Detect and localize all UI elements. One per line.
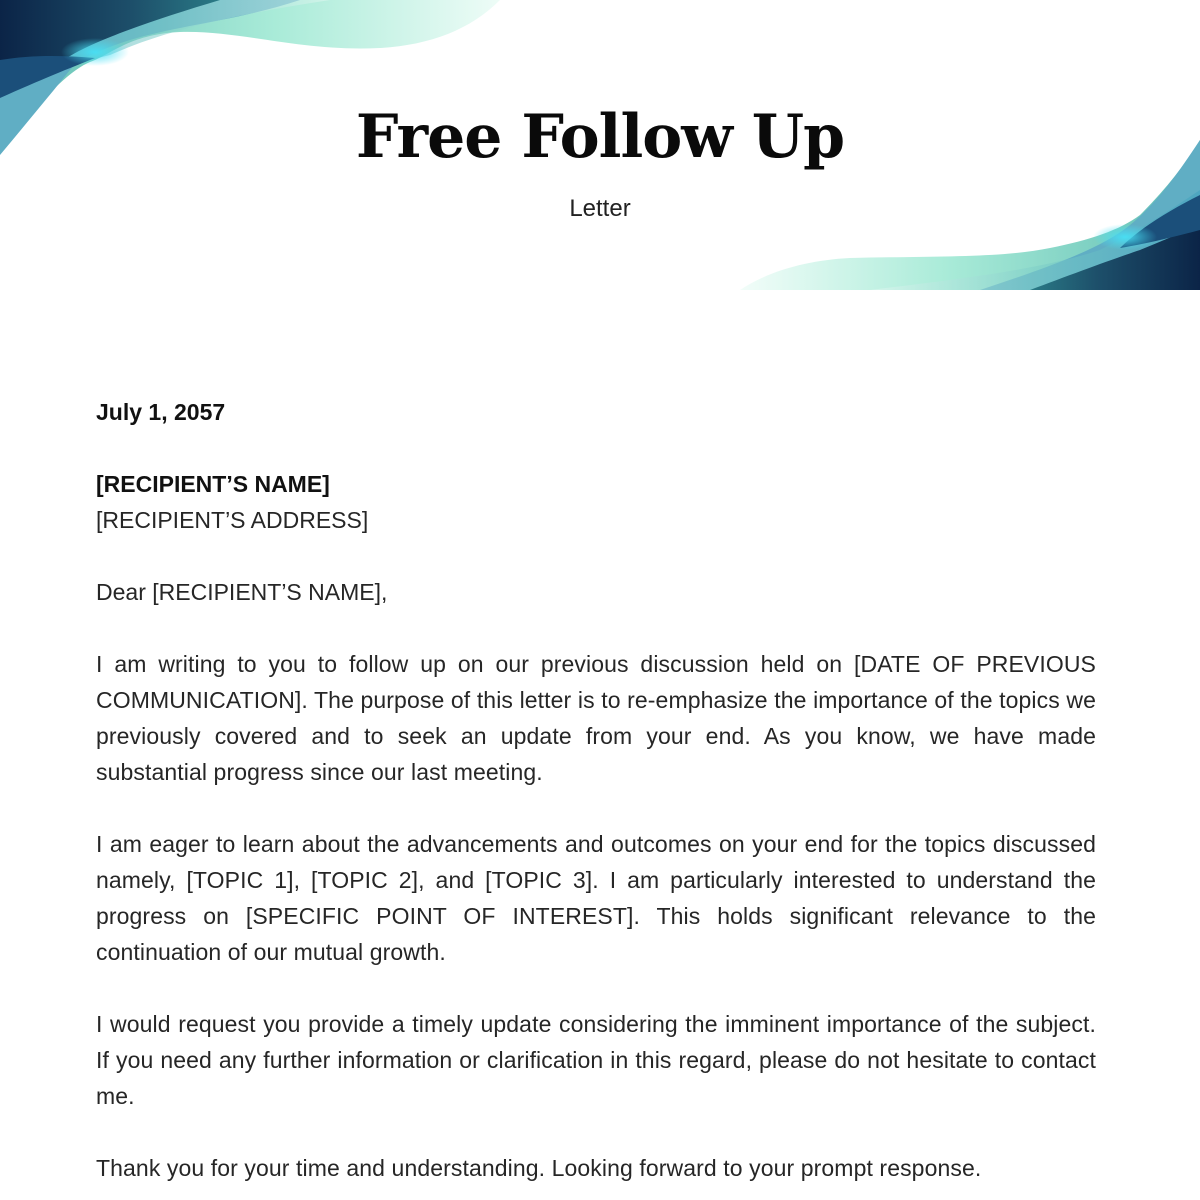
document-title: Free Follow Up xyxy=(355,102,845,172)
letter-paragraph: I am writing to you to follow up on our previous discussion held on [DATE OF PREVIOUS COMMUNICATION]. The purpose of this letter is to re-emphasize the importance of the topics we previously covered and to seek an update from your end. As you know, we have made substantial progress since our last meeting. xyxy=(96,651,1096,785)
letter-closing-paragraph: Thank you for your time and understanding. Looking forward to your prompt response. xyxy=(96,1155,982,1181)
letter-paragraph: I am eager to learn about the advancements and outcomes on your end for the topics discussed namely, [TOPIC 1], [TOPIC 2], and [TOPIC 3]. I am particularly interested to understand the progress on [SPECIFIC POINT OF INTEREST]. This holds significant relevance to the continuation of our mutual growth. xyxy=(96,831,1096,965)
letter-date: July 1, 2057 xyxy=(96,399,226,425)
salutation: Dear [RECIPIENT’S NAME], xyxy=(96,579,388,605)
letter-body xyxy=(96,394,1096,1186)
document-subtitle: Letter xyxy=(569,195,631,222)
letter-paragraph: I would request you provide a timely update considering the imminent importance of the subject. If you need any further information or clarification in this regard, please do not hesitate to contact me. xyxy=(96,1011,1096,1109)
recipient-address: [RECIPIENT’S ADDRESS] xyxy=(96,507,369,533)
recipient-name: [RECIPIENT’S NAME] xyxy=(96,471,330,497)
